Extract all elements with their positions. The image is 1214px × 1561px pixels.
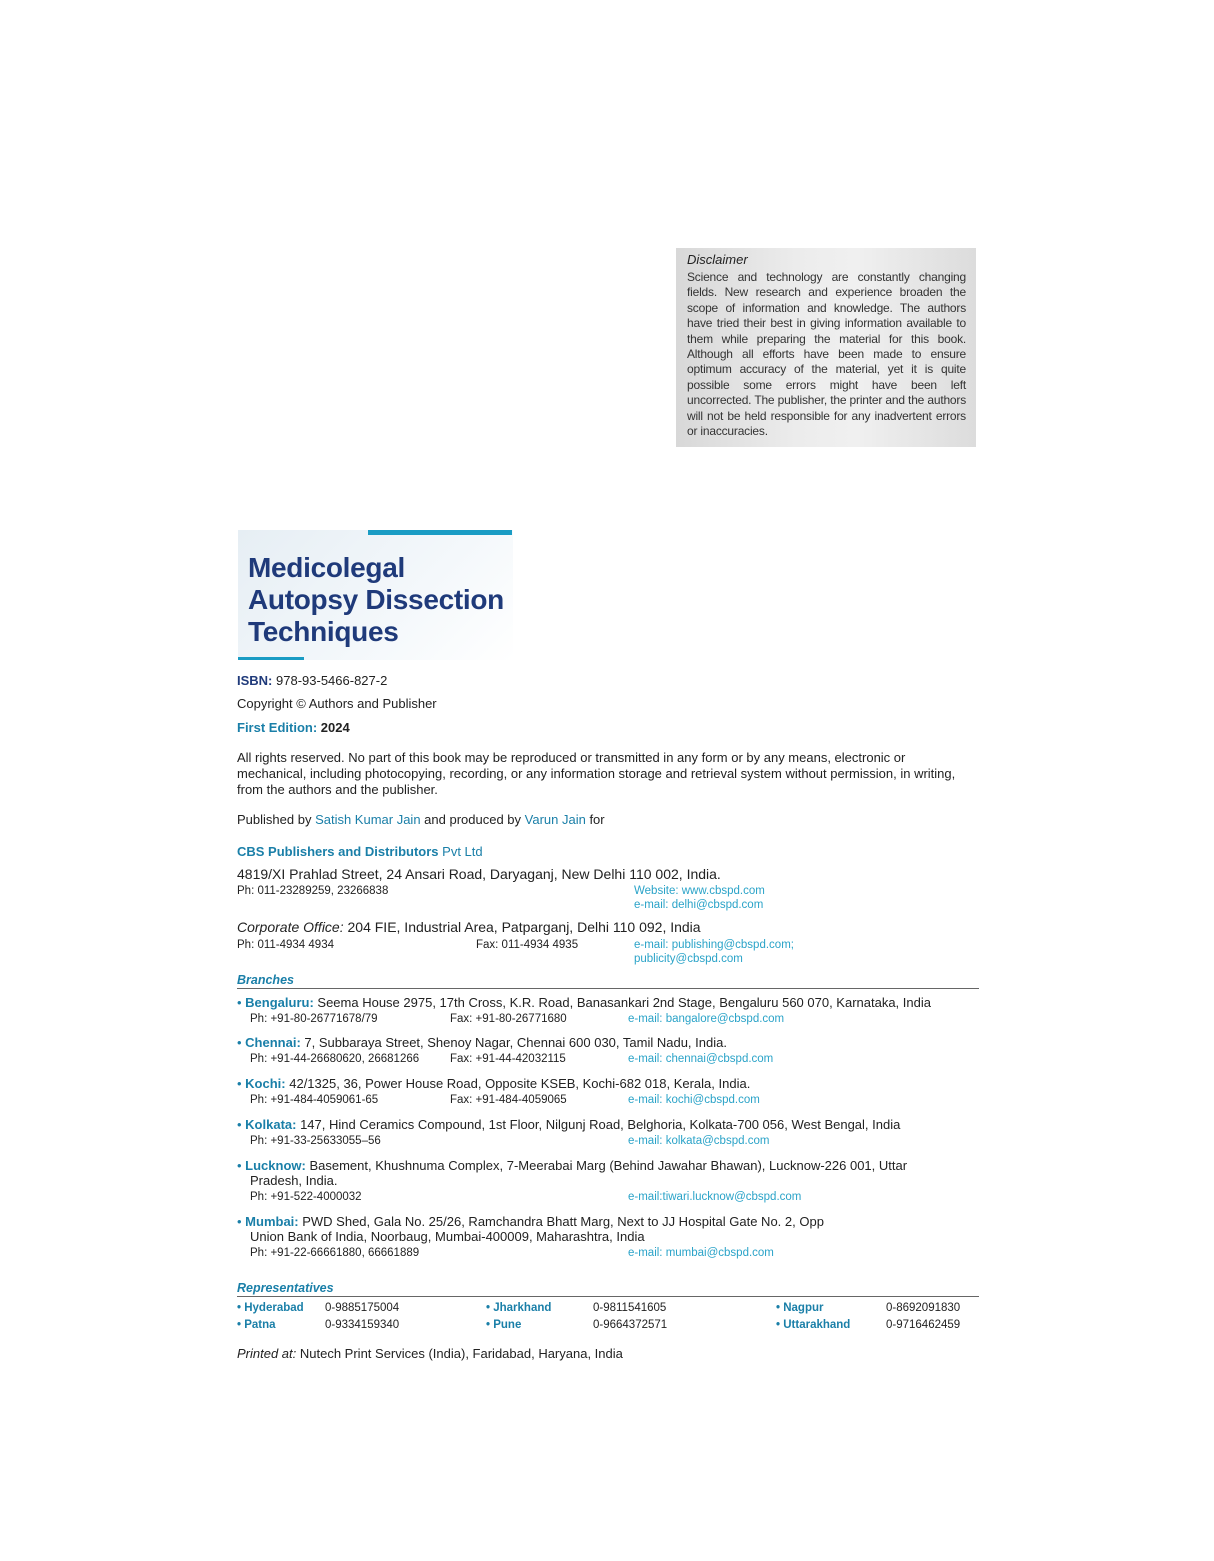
branch-address: PWD Shed, Gala No. 25/26, Ramchandra Bhatt Marg, Next to JJ Hospital Gate No. 2, Opp Union Bank of India, Noorbaug, Mumbai-400009, Maharashtra, India	[250, 1214, 824, 1244]
branch-email[interactable]: e-mail: kochi@cbspd.com	[628, 1094, 760, 1106]
copyright: Copyright © Authors and Publisher	[237, 696, 437, 711]
branch-name: Mumbai:	[245, 1214, 299, 1229]
rep-name: Hyderabad	[244, 1302, 304, 1314]
rep-item: • Nagpur 0-8692091830	[776, 1302, 961, 1314]
isbn-label: ISBN:	[237, 673, 273, 688]
branch-email[interactable]: e-mail:tiwari.lucknow@cbspd.com	[628, 1191, 802, 1203]
rep-name: Jharkhand	[493, 1302, 552, 1314]
branch-item: • Chennai: 7, Subbaraya Street, Shenoy Nagar, Chennai 600 030, Tamil Nadu, India. Ph: +91-44-26680620, 26681266 Fax: +91-44-42032115 e-mail: chennai@cbspd.com	[237, 1035, 774, 1065]
branch-item: • Bengaluru: Seema House 2975, 17th Cross, K.R. Road, Banasankari 2nd Stage, Bengaluru 560 070, Karnataka, India Ph: +91-80-26771678/79 Fax: +91-80-26771680 e-mail: bangalore@cbspd.com	[237, 995, 931, 1025]
branch-address: Basement, Khushnuma Complex, 7-Meerabai Marg (Behind Jawahar Bhawan), Lucknow-226 001, Uttar Pradesh, India.	[250, 1158, 908, 1188]
branch-phone: Ph: +91-33-25633055–56	[250, 1135, 381, 1147]
branch-address: 7, Subbaraya Street, Shenoy Nagar, Chennai 600 030, Tamil Nadu, India.	[300, 1035, 727, 1050]
branch-phone: Ph: +91-522-4000032	[250, 1191, 362, 1203]
text: Published by	[237, 812, 316, 827]
website-link[interactable]: Website: www.cbspd.com	[634, 885, 765, 897]
rep-item: • Pune 0-9664372571	[486, 1319, 668, 1331]
disclaimer-body: Science and technology are constantly changing fields. New research and experience broaden the scope of information and knowledge. The authors have tried their best in giving information available to them while preparing the material for this book. Although all efforts have been made to ensure optimum accuracy of the material, yet it is quite possible some errors might have been left uncorrected. The publisher, the printer and the authors will not be held responsible for any inadvertent errors or inaccuracies.	[687, 270, 966, 439]
rep-phone: 0-8692091830	[886, 1302, 961, 1314]
company-suffix: Pvt Ltd	[438, 844, 483, 859]
branch-item: • Mumbai: PWD Shed, Gala No. 25/26, Ramchandra Bhatt Marg, Next to JJ Hospital Gate No. 2, Opp Union Bank of India, Noorbaug, Mumbai-400009, Maharashtra, India Ph: +91-22-66661880, 66661889 e-mail: mumbai@cbspd.com	[237, 1214, 824, 1259]
branch-fax: Fax: +91-80-26771680	[450, 1013, 567, 1025]
disclaimer-box	[676, 248, 976, 447]
disclaimer-title: Disclaimer	[687, 252, 748, 267]
branch-address: Seema House 2975, 17th Cross, K.R. Road, Banasankari 2nd Stage, Bengaluru 560 070, Karnataka, India	[313, 995, 931, 1010]
book-title-banner	[238, 530, 513, 660]
text: for	[585, 812, 605, 827]
branch-fax: Fax: +91-484-4059065	[450, 1094, 567, 1106]
company-name-bold: CBS Publishers and Distributors	[237, 844, 439, 859]
branch-email[interactable]: e-mail: bangalore@cbspd.com	[628, 1013, 785, 1025]
branch-item: • Kochi: 42/1325, 36, Power House Road, Opposite KSEB, Kochi-682 018, Kerala, India. Ph: +91-484-4059061-65 Fax: +91-484-4059065 e-mail: kochi@cbspd.com	[237, 1076, 760, 1106]
rep-phone: 0-9664372571	[593, 1319, 668, 1331]
printed-value: Nutech Print Services (India), Faridabad, Haryana, India	[296, 1346, 623, 1361]
rep-phone: 0-9716462459	[886, 1319, 961, 1331]
branch-email[interactable]: e-mail: mumbai@cbspd.com	[628, 1247, 774, 1259]
publisher-name: Satish Kumar Jain	[315, 812, 421, 827]
branch-name: Bengaluru:	[245, 995, 314, 1010]
text: and produced by	[420, 812, 525, 827]
branch-address: 42/1325, 36, Power House Road, Opposite KSEB, Kochi-682 018, Kerala, India.	[285, 1076, 751, 1091]
corporate-phone: Ph: 011-4934 4934	[237, 939, 334, 951]
isbn-value: 978-93-5466-827-2	[276, 673, 388, 688]
rep-item: • Uttarakhand 0-9716462459	[776, 1319, 961, 1331]
corporate-fax: Fax: 011-4934 4935	[476, 939, 579, 951]
rep-item: • Jharkhand 0-9811541605	[486, 1302, 667, 1314]
representatives-heading: Representatives	[237, 1281, 979, 1297]
accent-bar	[238, 657, 304, 660]
branch-phone: Ph: +91-484-4059061-65	[250, 1094, 379, 1106]
corporate-address: 204 FIE, Industrial Area, Patparganj, Delhi 110 092, India	[343, 919, 701, 935]
accent-bar	[368, 530, 512, 535]
branch-fax: Fax: +91-44-42032115	[450, 1053, 566, 1065]
branch-item: • Kolkata: 147, Hind Ceramics Compound, 1st Floor, Nilgunj Road, Belghoria, Kolkata-700 056, West Bengal, India Ph: +91-33-25633055–56 e-mail: kolkata@cbspd.com	[237, 1117, 901, 1147]
rep-name: Uttarakhand	[783, 1319, 851, 1331]
branch-address: 147, Hind Ceramics Compound, 1st Floor, Nilgunj Road, Belghoria, Kolkata-700 056, West Bengal, India	[296, 1117, 901, 1132]
branch-email[interactable]: e-mail: chennai@cbspd.com	[628, 1053, 774, 1065]
title-line: Medicolegal	[248, 552, 405, 583]
branch-item: • Lucknow: Basement, Khushnuma Complex, 7-Meerabai Marg (Behind Jawahar Bhawan), Lucknow-226 001, Uttar Pradesh, India. Ph: +91-522-4000032 e-mail:tiwari.lucknow@cbspd.com	[237, 1158, 908, 1203]
title-line: Autopsy Dissection	[248, 584, 504, 615]
rep-phone: 0-9334159340	[325, 1319, 400, 1331]
company-address: 4819/XI Prahlad Street, 24 Ansari Road, Daryaganj, New Delhi 110 002, India.	[237, 866, 721, 882]
corporate-label: Corporate Office:	[237, 919, 344, 935]
rep-name: Pune	[493, 1319, 522, 1331]
rep-name: Nagpur	[783, 1302, 824, 1314]
rep-item: • Patna 0-9334159340	[237, 1319, 400, 1331]
branches-heading: Branches	[237, 973, 979, 989]
corporate-office	[237, 919, 701, 935]
rep-item: • Hyderabad 0-9885175004	[237, 1302, 400, 1314]
branch-name: Kochi:	[245, 1076, 286, 1091]
branch-name: Chennai:	[245, 1035, 301, 1050]
edition-label: First Edition:	[237, 720, 318, 735]
branch-phone: Ph: +91-22-66661880, 66661889	[250, 1247, 420, 1259]
branch-name: Kolkata:	[245, 1117, 297, 1132]
branch-phone: Ph: +91-80-26771678/79	[250, 1013, 378, 1025]
branch-name: Lucknow:	[245, 1158, 306, 1173]
email-link[interactable]: e-mail: delhi@cbspd.com	[634, 899, 764, 911]
edition-value: 2024	[320, 720, 350, 735]
rep-name: Patna	[244, 1319, 276, 1331]
email-link[interactable]: e-mail: publishing@cbspd.com;	[634, 939, 794, 951]
company-name	[237, 844, 483, 859]
title-line: Techniques	[248, 616, 399, 647]
company-phone: Ph: 011-23289259, 23266838	[237, 885, 389, 897]
isbn	[237, 673, 387, 688]
producer-name: Varun Jain	[524, 812, 586, 827]
branch-email[interactable]: e-mail: kolkata@cbspd.com	[628, 1135, 770, 1147]
printed-label: Printed at:	[237, 1346, 297, 1361]
rep-phone: 0-9885175004	[325, 1302, 400, 1314]
book-title	[248, 552, 504, 648]
branch-phone: Ph: +91-44-26680620, 26681266	[250, 1053, 420, 1065]
printed-at	[237, 1346, 623, 1361]
rights-notice: All rights reserved. No part of this book may be reproduced or transmitted in any form or by any means, electronic or mechanical, including photocopying, recording, or any information storage and retrieval system without permission, in writing, from the authors and the publisher.	[237, 750, 956, 797]
rep-phone: 0-9811541605	[593, 1302, 667, 1314]
email-link[interactable]: publicity@cbspd.com	[634, 953, 743, 965]
edition	[237, 720, 350, 735]
published-by	[237, 812, 605, 827]
